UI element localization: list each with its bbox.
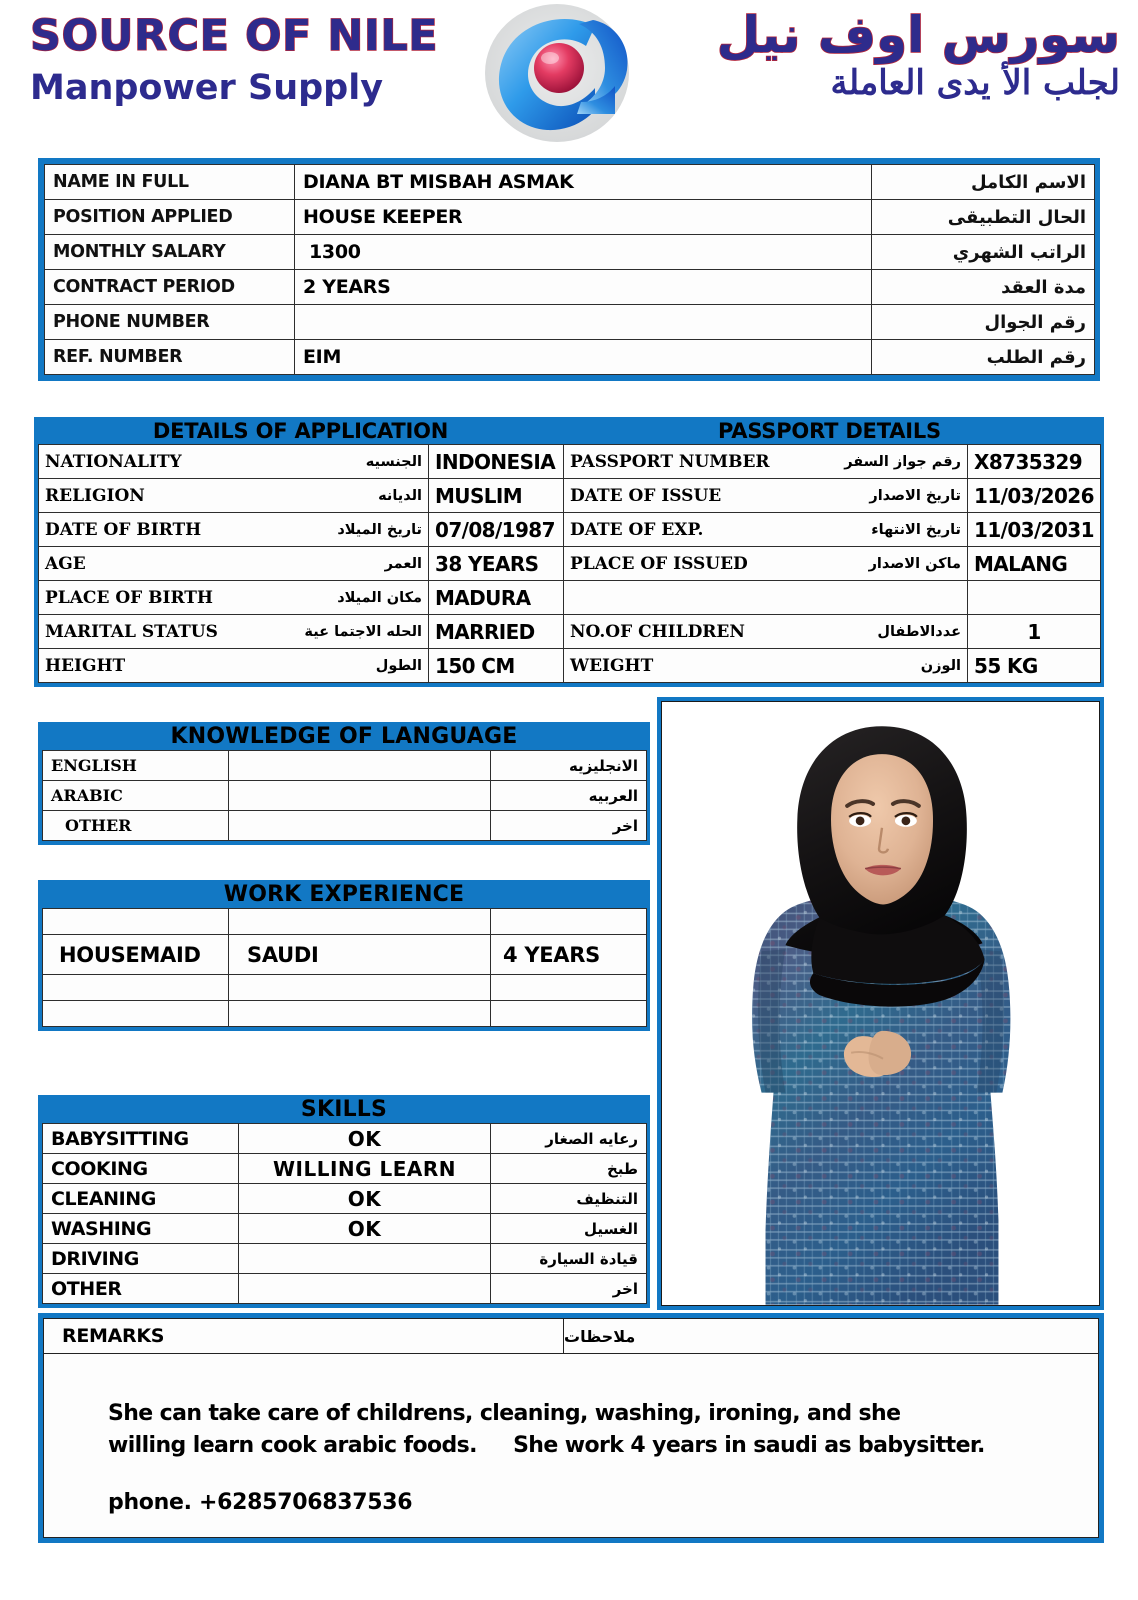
table-row	[43, 1154, 647, 1184]
skill-label: COOKING	[43, 1154, 239, 1184]
language-label: ENGLISH	[43, 751, 229, 781]
details-right-arabic: تاريخ الاصدار	[869, 487, 961, 504]
identity-section	[38, 158, 1100, 381]
work-duration[interactable]: 4 YEARS	[491, 935, 647, 975]
language-label: ARABIC	[43, 781, 229, 811]
table-row	[45, 270, 1095, 305]
company-name-arabic-line2: لجلب الأ يدى العاملة	[830, 62, 1120, 103]
identity-arabic: الراتب الشهري	[872, 235, 1095, 270]
company-name-line1: SOURCE OF NILE	[30, 11, 439, 61]
remarks-section	[38, 1313, 1104, 1543]
skill-value[interactable]: OK	[239, 1184, 491, 1214]
skill-arabic: التنظيف	[491, 1184, 647, 1214]
table-row	[45, 235, 1095, 270]
details-table	[38, 444, 1101, 683]
table-row	[43, 975, 647, 1001]
work-position[interactable]	[43, 975, 229, 1001]
table-row	[39, 649, 1101, 683]
skills-table	[42, 1123, 647, 1304]
applicant-photo-frame	[657, 697, 1104, 1310]
skill-value[interactable]: OK	[239, 1214, 491, 1244]
table-row	[43, 1214, 647, 1244]
table-row	[45, 340, 1095, 375]
remarks-line-2a: willing learn cook arabic foods.	[108, 1432, 477, 1458]
details-left-label: DATE OF BIRTH	[45, 519, 202, 540]
work-duration[interactable]	[491, 909, 647, 935]
skill-label: OTHER	[43, 1274, 239, 1304]
details-left-cell	[39, 615, 429, 649]
details-left-cell	[39, 581, 429, 615]
source-of-nile-logo	[455, 2, 660, 144]
skills-heading-band	[42, 1095, 646, 1123]
details-right-cell	[564, 445, 968, 479]
table-row	[43, 751, 647, 781]
details-left-label: PLACE OF BIRTH	[45, 587, 213, 608]
skill-value[interactable]: WILLING LEARN	[239, 1154, 491, 1184]
details-right-cell	[564, 649, 968, 683]
details-left-value[interactable]: MUSLIM	[429, 479, 564, 513]
skills-section	[38, 1095, 650, 1308]
letterhead	[0, 0, 1138, 148]
identity-value[interactable]: 1300	[295, 235, 872, 270]
language-arabic: العربيه	[491, 781, 647, 811]
language-label: OTHER	[43, 811, 229, 841]
table-row	[43, 1244, 647, 1274]
details-right-arabic: رقم جواز السفر	[844, 453, 961, 470]
identity-label: CONTRACT PERIOD	[45, 270, 295, 305]
table-row	[45, 305, 1095, 340]
details-heading-right: PASSPORT DETAILS	[718, 418, 941, 443]
details-left-cell	[39, 649, 429, 683]
details-left-cell	[39, 445, 429, 479]
identity-value[interactable]	[295, 305, 872, 340]
table-row	[39, 547, 1101, 581]
details-right-cell	[564, 513, 968, 547]
details-left-arabic: الطول	[375, 657, 422, 674]
details-right-value[interactable]: 11/03/2026	[968, 479, 1101, 513]
table-row	[39, 513, 1101, 547]
details-left-value[interactable]: MADURA	[429, 581, 564, 615]
identity-label: NAME IN FULL	[45, 165, 295, 200]
remarks-body[interactable]	[43, 1354, 1099, 1538]
work-position[interactable]: HOUSEMAID	[43, 935, 229, 975]
details-right-value[interactable]: 1	[968, 615, 1101, 649]
table-row	[43, 1184, 647, 1214]
details-right-value[interactable]: X8735329	[968, 445, 1101, 479]
skills-heading: SKILLS	[300, 1096, 388, 1122]
remarks-line-2	[108, 1430, 1072, 1462]
skill-arabic: قيادة السيارة	[491, 1244, 647, 1274]
skill-value[interactable]	[239, 1244, 491, 1274]
identity-value[interactable]: DIANA BT MISBAH ASMAK	[295, 165, 872, 200]
work-country[interactable]	[229, 909, 491, 935]
details-left-arabic: العمر	[384, 555, 422, 572]
table-row	[43, 1274, 647, 1304]
details-right-cell	[564, 581, 968, 615]
table-row	[43, 1001, 647, 1027]
details-left-label: MARITAL STATUS	[45, 621, 218, 642]
skill-arabic: الغسيل	[491, 1214, 647, 1244]
details-left-value[interactable]: 38 YEARS	[429, 547, 564, 581]
skills-blue-frame	[38, 1095, 650, 1308]
identity-arabic: مدة العقد	[872, 270, 1095, 305]
remarks-label: REMARKS	[44, 1319, 564, 1353]
skill-label: CLEANING	[43, 1184, 239, 1214]
details-right-label: DATE OF EXP.	[570, 519, 704, 540]
identity-label: PHONE NUMBER	[45, 305, 295, 340]
skill-label: DRIVING	[43, 1244, 239, 1274]
table-row	[43, 811, 647, 841]
details-right-label: DATE OF ISSUE	[570, 485, 722, 506]
details-left-arabic: مكان الميلاد	[337, 589, 422, 606]
details-right-arabic: عددالاطفال	[877, 623, 961, 640]
details-right-cell	[564, 479, 968, 513]
table-row	[43, 1124, 647, 1154]
remarks-line-1: She can take care of childrens, cleaning, washing, ironing, and she	[108, 1401, 901, 1426]
work-position[interactable]	[43, 909, 229, 935]
language-value[interactable]	[229, 751, 491, 781]
company-name-line2: Manpower Supply	[30, 68, 384, 109]
company-name-arabic-line1: سورس اوف نيل	[716, 6, 1120, 64]
details-blue-frame	[34, 417, 1104, 687]
work-country[interactable]	[229, 975, 491, 1001]
remarks-arabic: ملاحظات	[564, 1326, 636, 1346]
work-experience-section	[38, 880, 650, 1031]
work-position[interactable]	[43, 1001, 229, 1027]
details-right-cell	[564, 615, 968, 649]
table-row	[43, 935, 647, 975]
table-row	[39, 479, 1101, 513]
identity-value[interactable]: EIM	[295, 340, 872, 375]
details-left-value[interactable]: INDONESIA	[429, 445, 564, 479]
language-value[interactable]	[229, 781, 491, 811]
details-right-value[interactable]: 11/03/2031	[968, 513, 1101, 547]
details-section	[34, 417, 1104, 687]
identity-blue-frame	[38, 158, 1100, 381]
skill-value[interactable]: OK	[239, 1124, 491, 1154]
details-left-cell	[39, 513, 429, 547]
details-right-label: PLACE OF ISSUED	[570, 553, 748, 574]
work-experience-table	[42, 908, 647, 1027]
details-right-label: PASSPORT NUMBER	[570, 451, 770, 472]
work-duration[interactable]	[491, 1001, 647, 1027]
details-right-arabic: تاريخ الانتهاء	[871, 521, 961, 538]
work-duration[interactable]	[491, 975, 647, 1001]
details-heading-left: DETAILS OF APPLICATION	[152, 418, 449, 443]
skill-arabic: طبخ	[491, 1154, 647, 1184]
details-left-arabic: تاريخ الميلاد	[337, 521, 422, 538]
remarks-header-row	[43, 1318, 1099, 1354]
identity-value[interactable]: HOUSE KEEPER	[295, 200, 872, 235]
details-right-arabic: الوزن	[920, 657, 961, 674]
details-right-value[interactable]: 55 KG	[968, 649, 1101, 683]
details-left-value[interactable]: 07/08/1987	[429, 513, 564, 547]
details-right-value[interactable]: MALANG	[968, 547, 1101, 581]
skill-value[interactable]	[239, 1274, 491, 1304]
details-left-label: NATIONALITY	[45, 451, 182, 472]
identity-arabic: رقم الطلب	[872, 340, 1095, 375]
identity-label: REF. NUMBER	[45, 340, 295, 375]
details-left-value[interactable]: MARRIED	[429, 615, 564, 649]
table-row	[39, 445, 1101, 479]
details-left-arabic: الديانه	[378, 487, 422, 504]
language-arabic: الانجليزيه	[491, 751, 647, 781]
identity-arabic: الاسم الكامل	[872, 165, 1095, 200]
table-row	[45, 200, 1095, 235]
language-blue-frame	[38, 722, 650, 845]
language-value[interactable]	[229, 811, 491, 841]
details-headings	[38, 417, 1100, 444]
remarks-phone: phone. +6285706837536	[108, 1489, 413, 1515]
language-arabic: اخر	[491, 811, 647, 841]
details-left-arabic: الجنسيه	[365, 453, 422, 470]
work-country[interactable]: SAUDI	[229, 935, 491, 975]
details-right-label: WEIGHT	[570, 655, 654, 676]
details-left-arabic: الحله الاجتما عية	[304, 623, 422, 640]
table-row	[45, 165, 1095, 200]
identity-arabic: الحال التطبيقى	[872, 200, 1095, 235]
details-left-cell	[39, 479, 429, 513]
skill-label: BABYSITTING	[43, 1124, 239, 1154]
details-left-label: AGE	[45, 553, 86, 574]
details-right-cell	[564, 547, 968, 581]
details-right-value[interactable]	[968, 581, 1101, 615]
table-row	[43, 909, 647, 935]
language-heading-band	[42, 722, 646, 750]
identity-label: POSITION APPLIED	[45, 200, 295, 235]
work-experience-heading: WORK EXPERIENCE	[223, 881, 465, 907]
company-name-english	[30, 11, 470, 111]
language-section	[38, 722, 650, 845]
table-row	[39, 581, 1101, 615]
skill-arabic: اخر	[491, 1274, 647, 1304]
applicant-photo	[661, 701, 1100, 1306]
table-row	[43, 781, 647, 811]
identity-table	[44, 164, 1095, 375]
skill-arabic: رعايه الصغار	[491, 1124, 647, 1154]
identity-value[interactable]: 2 YEARS	[295, 270, 872, 305]
details-left-value[interactable]: 150 CM	[429, 649, 564, 683]
details-right-label: NO.OF CHILDREN	[570, 621, 745, 642]
identity-arabic: رقم الجوال	[872, 305, 1095, 340]
details-left-label: RELIGION	[45, 485, 145, 506]
identity-label: MONTHLY SALARY	[45, 235, 295, 270]
details-right-arabic: ماكن الاصدار	[868, 555, 961, 572]
details-left-cell	[39, 547, 429, 581]
company-name-arabic	[650, 4, 1120, 103]
work-country[interactable]	[229, 1001, 491, 1027]
work-experience-heading-band	[42, 880, 646, 908]
language-heading: KNOWLEDGE OF LANGUAGE	[170, 723, 518, 749]
remarks-line-2b: She work 4 years in saudi as babysitter.	[513, 1432, 985, 1458]
details-left-label: HEIGHT	[45, 655, 126, 676]
language-table	[42, 750, 647, 841]
table-row	[39, 615, 1101, 649]
skill-label: WASHING	[43, 1214, 239, 1244]
work-experience-blue-frame	[38, 880, 650, 1031]
